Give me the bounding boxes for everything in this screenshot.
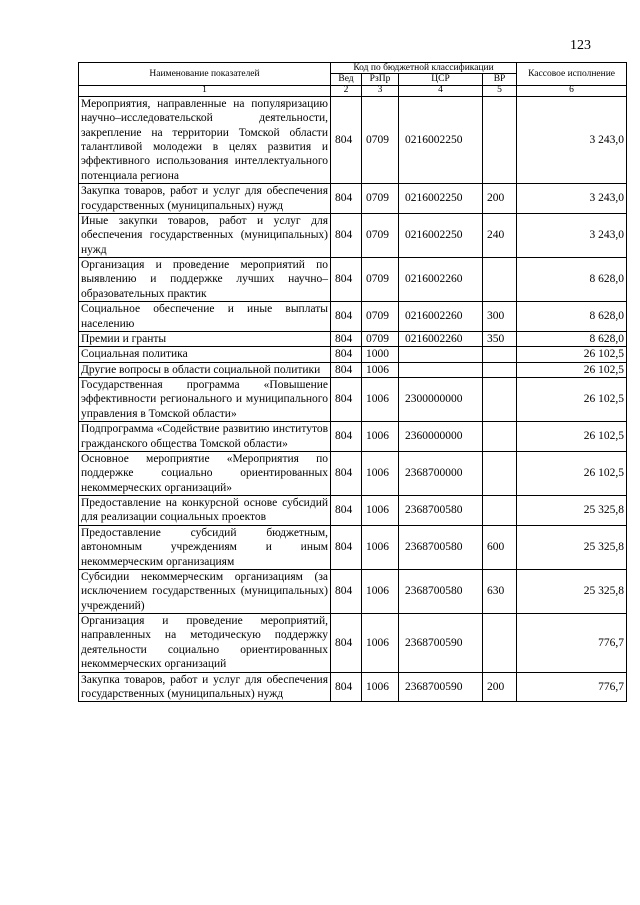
row-csr: 2368700580 bbox=[399, 525, 483, 569]
table-row bbox=[79, 614, 627, 673]
row-ved: 804 bbox=[331, 362, 362, 377]
table-row bbox=[79, 213, 627, 257]
table-row bbox=[79, 347, 627, 362]
column-index: 4 bbox=[399, 85, 483, 96]
row-amount: 26 102,5 bbox=[517, 451, 627, 495]
row-rzpr: 0709 bbox=[362, 258, 399, 302]
column-index-row bbox=[79, 85, 627, 96]
row-amount: 26 102,5 bbox=[517, 362, 627, 377]
row-amount: 8 628,0 bbox=[517, 331, 627, 346]
row-ved: 804 bbox=[331, 213, 362, 257]
row-vr bbox=[483, 347, 517, 362]
header-ved: Вед bbox=[331, 74, 362, 85]
row-name: Подпрограмма «Содействие развитию институтов гражданского общества Томской области» bbox=[79, 422, 331, 452]
row-rzpr: 1006 bbox=[362, 362, 399, 377]
row-amount: 8 628,0 bbox=[517, 302, 627, 332]
row-ved: 804 bbox=[331, 569, 362, 613]
row-vr bbox=[483, 496, 517, 526]
row-rzpr: 1006 bbox=[362, 496, 399, 526]
header-rzpr: РзПр bbox=[362, 74, 399, 85]
row-csr bbox=[399, 347, 483, 362]
table-row bbox=[79, 362, 627, 377]
row-ved: 804 bbox=[331, 96, 362, 183]
row-vr: 300 bbox=[483, 302, 517, 332]
budget-table bbox=[78, 62, 627, 702]
row-vr: 350 bbox=[483, 331, 517, 346]
table-row bbox=[79, 422, 627, 452]
row-vr: 240 bbox=[483, 213, 517, 257]
row-name: Основное мероприятие «Мероприятия по поддержке социально ориентированных некоммерческих организаций» bbox=[79, 451, 331, 495]
row-vr bbox=[483, 422, 517, 452]
table-row bbox=[79, 331, 627, 346]
column-index: 6 bbox=[517, 85, 627, 96]
row-rzpr: 0709 bbox=[362, 331, 399, 346]
table-row bbox=[79, 525, 627, 569]
row-vr: 200 bbox=[483, 184, 517, 214]
row-vr bbox=[483, 362, 517, 377]
row-rzpr: 1006 bbox=[362, 525, 399, 569]
row-rzpr: 1006 bbox=[362, 451, 399, 495]
row-ved: 804 bbox=[331, 422, 362, 452]
row-vr bbox=[483, 96, 517, 183]
row-name: Субсидии некоммерческим организациям (за исключением государственных (муниципальных) учреждений) bbox=[79, 569, 331, 613]
column-index: 1 bbox=[79, 85, 331, 96]
row-vr: 630 bbox=[483, 569, 517, 613]
row-ved: 804 bbox=[331, 184, 362, 214]
row-rzpr: 0709 bbox=[362, 213, 399, 257]
row-amount: 776,7 bbox=[517, 614, 627, 673]
table-row bbox=[79, 184, 627, 214]
row-name: Премии и гранты bbox=[79, 331, 331, 346]
row-rzpr: 1000 bbox=[362, 347, 399, 362]
row-ved: 804 bbox=[331, 302, 362, 332]
column-index: 2 bbox=[331, 85, 362, 96]
row-name: Иные закупки товаров, работ и услуг для обеспечения государственных (муниципальных) нужд bbox=[79, 213, 331, 257]
row-amount: 25 325,8 bbox=[517, 569, 627, 613]
header-name: Наименование показателей bbox=[79, 63, 331, 86]
row-ved: 804 bbox=[331, 258, 362, 302]
row-name: Закупка товаров, работ и услуг для обеспечения государственных (муниципальных) нужд bbox=[79, 184, 331, 214]
table-body bbox=[79, 96, 627, 701]
table-row bbox=[79, 672, 627, 702]
row-csr: 2368700580 bbox=[399, 496, 483, 526]
row-ved: 804 bbox=[331, 672, 362, 702]
row-name: Организация и проведение мероприятий, направленных на методическую поддержку деятельности социально ориентированных некоммерческих организаций bbox=[79, 614, 331, 673]
row-csr: 2368700580 bbox=[399, 569, 483, 613]
table-row bbox=[79, 258, 627, 302]
row-ved: 804 bbox=[331, 347, 362, 362]
table-header bbox=[79, 63, 627, 97]
row-vr bbox=[483, 378, 517, 422]
row-rzpr: 1006 bbox=[362, 614, 399, 673]
table-row bbox=[79, 96, 627, 183]
row-ved: 804 bbox=[331, 451, 362, 495]
row-csr: 0216002250 bbox=[399, 96, 483, 183]
table-row bbox=[79, 569, 627, 613]
row-rzpr: 0709 bbox=[362, 184, 399, 214]
row-name: Социальное обеспечение и иные выплаты населению bbox=[79, 302, 331, 332]
row-ved: 804 bbox=[331, 378, 362, 422]
row-name: Мероприятия, направленные на популяризацию научно–исследовательской деятельности, закрепление на территории Томской области талантливой молодежи в целях развития и эффективного использования интеллектуального потенциала региона bbox=[79, 96, 331, 183]
row-amount: 3 243,0 bbox=[517, 96, 627, 183]
header-vr: ВР bbox=[483, 74, 517, 85]
header-classification: Код по бюджетной классификации bbox=[331, 63, 517, 74]
row-name: Другие вопросы в области социальной политики bbox=[79, 362, 331, 377]
row-rzpr: 1006 bbox=[362, 672, 399, 702]
row-csr: 0216002260 bbox=[399, 302, 483, 332]
row-rzpr: 1006 bbox=[362, 569, 399, 613]
row-amount: 776,7 bbox=[517, 672, 627, 702]
row-csr: 0216002260 bbox=[399, 258, 483, 302]
row-csr: 2360000000 bbox=[399, 422, 483, 452]
row-csr: 2368700590 bbox=[399, 614, 483, 673]
row-rzpr: 0709 bbox=[362, 96, 399, 183]
row-ved: 804 bbox=[331, 614, 362, 673]
row-csr: 2368700590 bbox=[399, 672, 483, 702]
row-name: Организация и проведение мероприятий по выявлению и поддержке лучших научно–образовательных практик bbox=[79, 258, 331, 302]
row-rzpr: 1006 bbox=[362, 378, 399, 422]
header-execution: Кассовое исполнение bbox=[517, 63, 627, 86]
table-row bbox=[79, 496, 627, 526]
row-amount: 26 102,5 bbox=[517, 378, 627, 422]
row-csr: 0216002250 bbox=[399, 213, 483, 257]
row-rzpr: 1006 bbox=[362, 422, 399, 452]
row-csr: 2368700000 bbox=[399, 451, 483, 495]
row-rzpr: 0709 bbox=[362, 302, 399, 332]
row-amount: 3 243,0 bbox=[517, 184, 627, 214]
row-vr: 200 bbox=[483, 672, 517, 702]
row-csr bbox=[399, 362, 483, 377]
row-name: Закупка товаров, работ и услуг для обеспечения государственных (муниципальных) нужд bbox=[79, 672, 331, 702]
row-name: Государственная программа «Повышение эффективности регионального и муниципального управления в Томской области» bbox=[79, 378, 331, 422]
row-ved: 804 bbox=[331, 525, 362, 569]
row-vr: 600 bbox=[483, 525, 517, 569]
row-name: Предоставление субсидий бюджетным, автономным учреждениям и иным некоммерческим организациям bbox=[79, 525, 331, 569]
row-amount: 26 102,5 bbox=[517, 422, 627, 452]
row-amount: 8 628,0 bbox=[517, 258, 627, 302]
row-amount: 25 325,8 bbox=[517, 525, 627, 569]
row-name: Социальная политика bbox=[79, 347, 331, 362]
row-csr: 0216002260 bbox=[399, 331, 483, 346]
header-csr: ЦСР bbox=[399, 74, 483, 85]
row-csr: 2300000000 bbox=[399, 378, 483, 422]
row-vr bbox=[483, 614, 517, 673]
column-index: 5 bbox=[483, 85, 517, 96]
row-csr: 0216002250 bbox=[399, 184, 483, 214]
row-ved: 804 bbox=[331, 331, 362, 346]
table-row bbox=[79, 451, 627, 495]
row-name: Предоставление на конкурсной основе субсидий для реализации социальных проектов bbox=[79, 496, 331, 526]
row-ved: 804 bbox=[331, 496, 362, 526]
table-row bbox=[79, 378, 627, 422]
row-vr bbox=[483, 451, 517, 495]
row-amount: 26 102,5 bbox=[517, 347, 627, 362]
column-index: 3 bbox=[362, 85, 399, 96]
table-row bbox=[79, 302, 627, 332]
page-number: 123 bbox=[570, 38, 591, 53]
row-amount: 25 325,8 bbox=[517, 496, 627, 526]
row-vr bbox=[483, 258, 517, 302]
row-amount: 3 243,0 bbox=[517, 213, 627, 257]
